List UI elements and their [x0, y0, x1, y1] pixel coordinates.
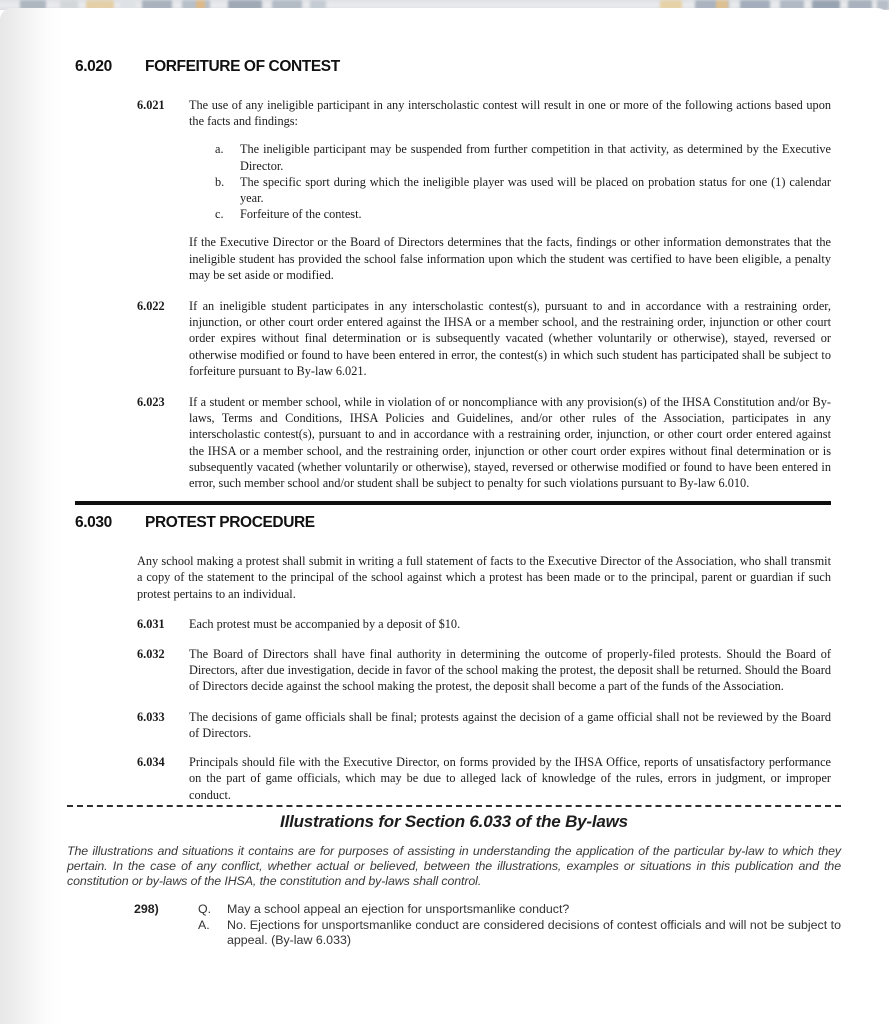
answer-label: A. — [198, 917, 210, 932]
bylaw-number: 6.021 — [137, 98, 165, 112]
subitem-a — [215, 141, 831, 173]
section-number: 6.030 — [75, 514, 112, 532]
bylaw-6034 — [137, 754, 831, 803]
section-number: 6.020 — [75, 58, 112, 75]
bylaw-text: If an ineligible student participates in any interscholastic contest(s), pursuant to and in accordance with a restraining order, injunction, or other court order entered against the IHSA or a member school, and the restraining order, injunction or other court order expires without final determination or is subsequently vacated (whether voluntarily or otherwise), stayed, reversed or otherwise modified or found to have been entered in error, the contest(s) in which such student has participated shall be subject to forfeiture pursuant to By-law 6.021. — [189, 299, 831, 378]
bylaw-text: The use of any ineligible participant in any interscholastic contest will result in one or more of the following actions based upon the facts and findings: — [189, 98, 831, 129]
bylaw-text: The Board of Directors shall have final authority in determining the outcome of properly-filed protests. Should the Board of Directors, after due investigation, decide in favor of the school making the protest, the deposit shall be returned. Should the Board of Directors decide against the school making the protest, the deposit shall become a part of the funds of the Association. — [189, 647, 831, 694]
section-divider-rule — [75, 501, 831, 505]
bylaw-text: If a student or member school, while in violation of or noncompliance with any provision(s) of the IHSA Constitution and/or By-laws, Terms and Conditions, IHSA Policies and Guidelines, and/or other rules of the Association, participates in any interscholastic contest(s), pursuant to and in accordance with a restraining order, injunction, or other court order entered against the IHSA or a member school, and the restraining order, injunction or other court order expires without final determination or is subsequently vacated (whether voluntarily or otherwise), stayed, reversed or otherwise modified or found to have been entered in error, such member school and/or student shall be subject to penalty for such violations pursuant to By-law 6.010. — [189, 395, 831, 491]
section-heading-6020 — [75, 58, 831, 76]
qa-item-298 — [134, 902, 841, 948]
question-label: Q. — [198, 902, 212, 917]
subitem-text: Forfeiture of the contest. — [240, 207, 362, 222]
qa-question-line — [198, 902, 841, 917]
section-title: PROTEST PROCEDURE — [145, 514, 315, 532]
bylaw-number: 6.023 — [137, 395, 165, 410]
bylaw-number: 6.022 — [137, 299, 165, 314]
bylaw-6022 — [137, 298, 831, 379]
bylaw-number: 6.031 — [137, 616, 165, 631]
section-title: FORFEITURE OF CONTEST — [145, 58, 340, 75]
bylaw-number: 6.033 — [137, 709, 165, 724]
subitem-c — [215, 206, 831, 222]
subitem-letter: a. — [215, 142, 224, 157]
bylaw-6021-continuation: If the Executive Director or the Board of Directors determines that the facts, findings or other information demonstrates that the ineligible student has provided the school false information upon which the student was certified to have been eligible, a penalty may be set aside or modified. — [189, 235, 831, 282]
question-text: May a school appeal an ejection for unsportsmanlike conduct? — [227, 902, 570, 917]
subitem-b — [215, 174, 831, 206]
bylaw-number: 6.034 — [137, 755, 165, 770]
bylaw-6021 — [137, 97, 831, 283]
qa-number: 298) — [134, 902, 159, 917]
bylaw-6023 — [137, 394, 831, 491]
bylaw-6033 — [137, 709, 831, 741]
page-gutter-shadow — [0, 8, 62, 1024]
bylaws-content — [75, 8, 831, 803]
answer-text: No. Ejections for unsportsmanlike conduct are considered decisions of contest officials and will not be subject to appeal. (By-law 6.033) — [227, 917, 841, 948]
illustrations-title: Illustrations for Section 6.033 of the By-laws — [280, 811, 628, 831]
bylaw-6021-subitems — [189, 141, 831, 222]
subitem-text: The specific sport during which the ineligible player was used will be placed on probation status for one (1) calendar year. — [240, 174, 831, 206]
dashed-divider — [67, 805, 841, 807]
illustrations-disclaimer: The illustrations and situations it contains are for purposes of assisting in understanding the application of the particular by-law to which they pertain. In the case of any conflict, whether actual or believed, between the illustrations, examples or situations in this publication and the constitution or by-laws of the IHSA, the constitution and by-laws shall control. — [67, 843, 841, 889]
qa-answer-line — [198, 918, 841, 949]
document-page — [0, 8, 889, 1024]
section-heading-6030 — [75, 514, 831, 532]
illustrations-section — [67, 805, 841, 949]
bylaw-6031 — [137, 616, 831, 632]
bylaw-text: Principals should file with the Executive Director, on forms provided by the IHSA Office, reports of unsatisfactory performance on the part of game officials, which may be due to alleged lack of knowledge of the rules, errors in judgment, or improper conduct. — [189, 755, 831, 802]
subitem-letter: c. — [215, 207, 224, 222]
bylaw-text: Each protest must be accompanied by a deposit of $10. — [189, 616, 461, 631]
protest-procedure-intro: Any school making a protest shall submit in writing a full statement of facts to the Executive Director of the Association, who shall transmit a copy of the statement to the principal of the school against which a protest has been made or to the principal, parent or guardian if such protest pertains to an individual. — [137, 554, 831, 601]
bylaw-6032 — [137, 646, 831, 695]
bylaw-text: The decisions of game officials shall be final; protests against the decision of a game official shall not be reviewed by the Board of Directors. — [189, 709, 831, 740]
subitem-text: The ineligible participant may be suspended from further competition in that activity, as determined by the Executive Director. — [240, 142, 831, 173]
subitem-letter: b. — [215, 174, 225, 189]
bylaw-number: 6.032 — [137, 647, 165, 662]
